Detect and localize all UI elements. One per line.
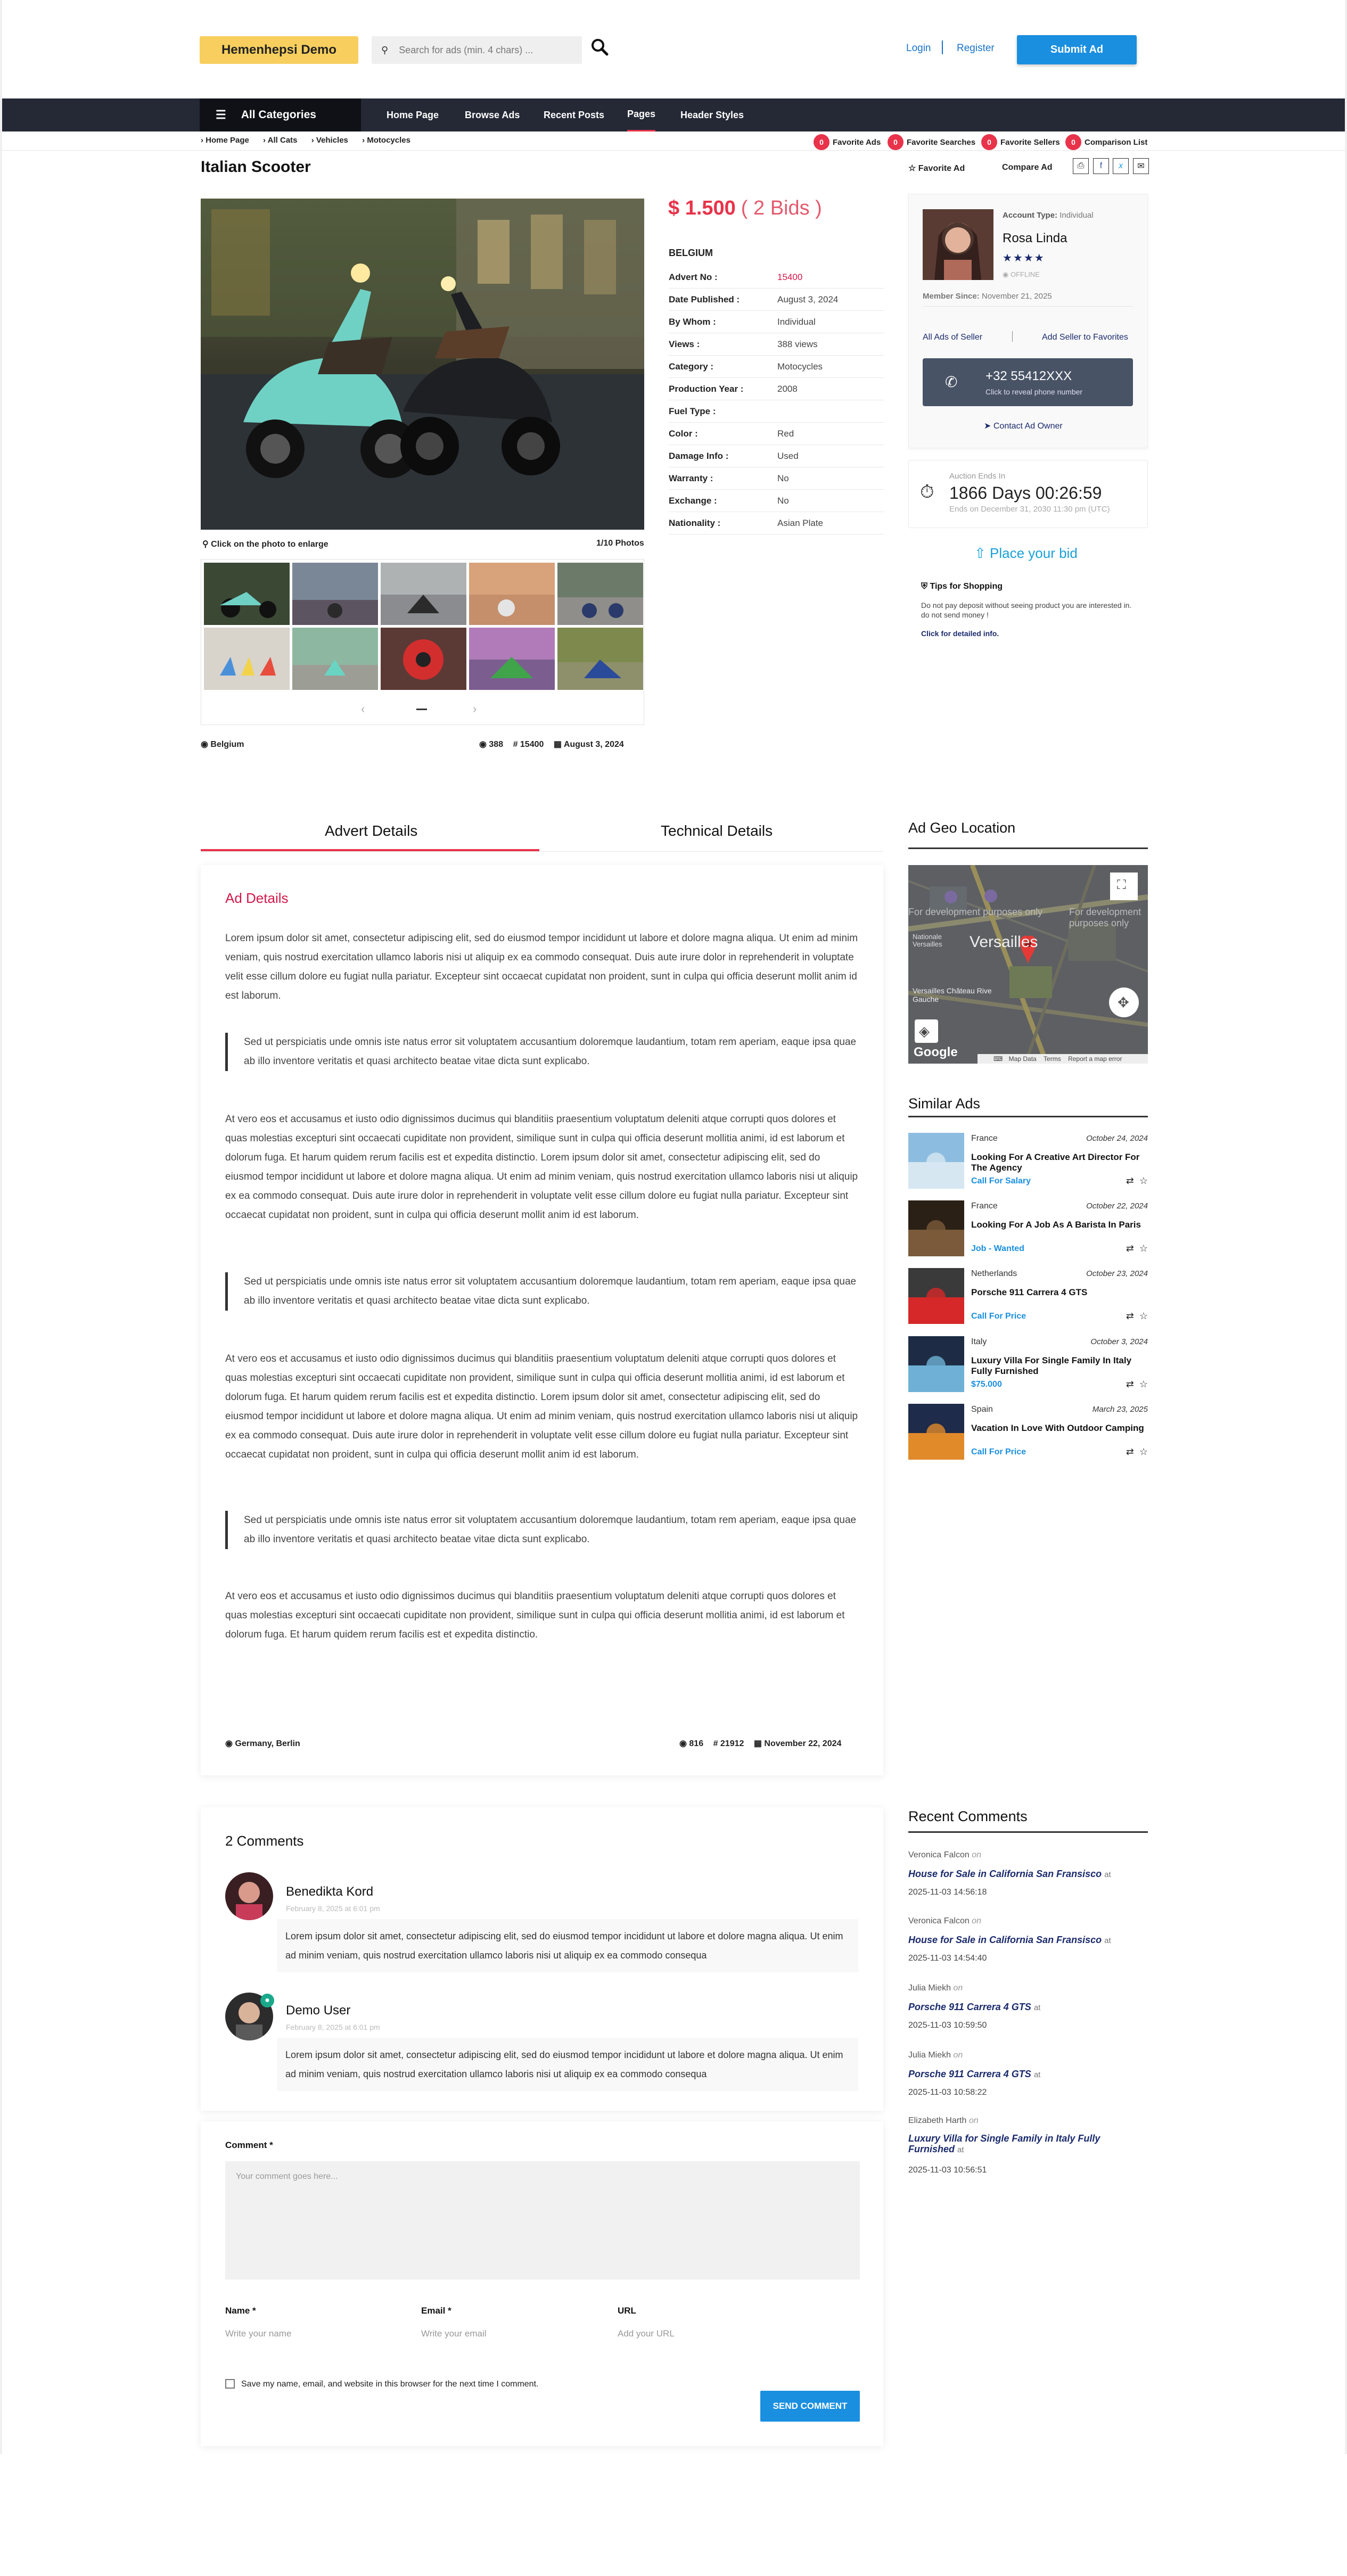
similar-ad-title[interactable]: Looking For A Job As A Barista In Paris bbox=[971, 1220, 1141, 1230]
bid-count[interactable]: ( 2 Bids ) bbox=[741, 197, 822, 219]
tips-text: Do not pay deposit without seeing product you are interested in. do not send money ! bbox=[921, 601, 1132, 619]
recent-on-text: on bbox=[972, 1916, 981, 1925]
name-label: Name * bbox=[225, 2306, 256, 2316]
recent-comment-post[interactable] bbox=[908, 2002, 1143, 2013]
thumbnail[interactable] bbox=[557, 628, 643, 690]
recent-comment-post-title[interactable]: Porsche 911 Carrera 4 GTS bbox=[908, 2002, 1031, 2012]
url-label: URL bbox=[618, 2306, 636, 2316]
thumbnail[interactable] bbox=[381, 563, 466, 625]
ad-date: November 22, 2024 bbox=[764, 1739, 842, 1748]
similar-ad-thumbnail[interactable] bbox=[908, 1336, 964, 1392]
auction-label: Auction Ends In bbox=[949, 472, 1006, 481]
paragraph: At vero eos et accusamus et iusto odio dignissimos ducimus qui blanditiis praesentium voluptatum deleniti atque corrupti quos dolores et quas molestias excepturi sint occaecati cupiditate non provident, similique sunt in culpa qui officia deserunt mollitia animi, id est laborum et dolorum fuga. Et harum quidem rerum facilis est et expedita distinctio. bbox=[225, 1591, 845, 1640]
similar-ad-country: Spain bbox=[971, 1405, 993, 1414]
similar-ad-title[interactable]: Looking For A Creative Art Director For The Agency bbox=[971, 1152, 1140, 1173]
recent-comment-user[interactable]: Julia Miekh bbox=[908, 2051, 951, 2060]
section-underline bbox=[908, 847, 1148, 849]
nav-header-styles[interactable]: Header Styles bbox=[680, 109, 744, 120]
favorite-sellers-link[interactable] bbox=[981, 134, 1060, 150]
report-error-link[interactable]: Report a map error bbox=[1068, 1055, 1122, 1063]
comment-author[interactable]: Demo User bbox=[286, 2003, 351, 2018]
detail-key: Views : bbox=[669, 339, 700, 349]
comment-author[interactable]: Benedikta Kord bbox=[286, 1884, 374, 1899]
reveal-phone-button[interactable] bbox=[923, 358, 1133, 406]
login-link[interactable]: Login bbox=[906, 43, 931, 54]
ad-details-heading: Ad Details bbox=[225, 890, 289, 906]
similar-ad-price: Call For Salary bbox=[971, 1176, 1031, 1186]
url-input[interactable]: Add your URL bbox=[618, 2328, 675, 2339]
comment-date: February 8, 2025 at 6:01 pm bbox=[286, 1904, 380, 1913]
similar-ad-item[interactable] bbox=[908, 1268, 1148, 1324]
contact-owner-label: Contact Ad Owner bbox=[993, 422, 1063, 431]
comment-placeholder: Your comment goes here... bbox=[236, 2172, 338, 2181]
breadcrumb-home[interactable]: Home Page bbox=[206, 136, 249, 145]
map-pan-icon[interactable]: ✥ bbox=[1118, 994, 1129, 1010]
recent-comment-post[interactable] bbox=[908, 1869, 1143, 1880]
similar-ad-thumbnail[interactable] bbox=[908, 1200, 964, 1256]
detail-value: August 3, 2024 bbox=[777, 294, 839, 304]
detail-row bbox=[669, 512, 884, 534]
hash-icon: # bbox=[513, 740, 520, 749]
recent-comment-date: 2025-11-03 14:56:18 bbox=[908, 1888, 987, 1897]
account-type-value: Individual bbox=[1059, 211, 1094, 220]
similar-ad-price: $75.000 bbox=[971, 1380, 1002, 1389]
submit-ad-button[interactable]: Submit Ad bbox=[1017, 35, 1137, 64]
recent-at-text: at bbox=[1104, 1936, 1111, 1945]
detail-value: 15400 bbox=[777, 271, 803, 282]
detail-key: Date Published : bbox=[669, 294, 740, 304]
facebook-icon[interactable]: f bbox=[1093, 158, 1109, 174]
add-seller-favorites-link[interactable]: Add Seller to Favorites bbox=[1042, 333, 1128, 342]
recent-comment-user[interactable]: Julia Miekh bbox=[908, 1984, 951, 1993]
tips-title bbox=[921, 582, 1003, 591]
recent-on-text: on bbox=[968, 2116, 979, 2125]
calendar-icon: ▦ bbox=[753, 1739, 765, 1748]
divider bbox=[1012, 331, 1013, 342]
recent-on-text: on bbox=[972, 1850, 981, 1859]
all-ads-of-seller-link[interactable]: All Ads of Seller bbox=[923, 333, 983, 342]
detail-row bbox=[669, 333, 884, 356]
seller-avatar[interactable] bbox=[923, 209, 993, 280]
similar-ad-date: October 3, 2024 bbox=[1090, 1337, 1148, 1346]
map-data-link[interactable]: Map Data bbox=[1008, 1055, 1037, 1063]
detail-value: Individual bbox=[777, 316, 816, 327]
paragraph: At vero eos et accusamus et iusto odio dignissimos ducimus qui blanditiis praesentium voluptatum deleniti atque corrupti quos dolores et quas molestias excepturi sint occaecati cupiditate non provident, similique sunt in culpa qui officia deserunt mollitia animi, id est laborum et dolorum fuga. Et harum quidem rerum facilis est et expedita distinctio. Lorem ipsum dolor sit amet, consectetur adipiscing elit, sed do eiusmod tempor incididunt ut labore et dolore magna aliqua. Ut enim ad minim veniam, quis nostrud exercitation ullamco laboris nisi ut aliquip ex ea commodo consequat. Duis aute irure dolor in reprehenderit in voluptate velit esse cillum dolore eu fugiat nulla pariatur. Excepteur sint occaecat cupidatat non proident, sunt in culpa qui officia deserunt mollit anim id est laborum. bbox=[225, 1114, 858, 1221]
recent-comment-user[interactable]: Veronica Falcon bbox=[908, 1850, 970, 1859]
geo-map[interactable] bbox=[908, 865, 1148, 1064]
recent-comment-post[interactable] bbox=[908, 1935, 1143, 1946]
search-input[interactable] bbox=[372, 36, 582, 64]
place-bid-label: Place your bid bbox=[990, 545, 1078, 561]
detail-row bbox=[669, 289, 884, 311]
compare-icon[interactable]: ⇄ bbox=[1126, 1379, 1134, 1389]
section-underline bbox=[908, 1116, 1148, 1117]
favorite-ad-label: Favorite Ad bbox=[918, 164, 965, 173]
ad-id: 15400 bbox=[520, 740, 544, 749]
recent-comment-user[interactable]: Veronica Falcon bbox=[908, 1916, 970, 1925]
star-icon[interactable]: ☆ bbox=[1139, 1243, 1148, 1254]
similar-ad-thumbnail[interactable] bbox=[908, 1268, 964, 1324]
location-icon: ◉ bbox=[201, 740, 211, 749]
detail-value: Asian Plate bbox=[777, 517, 823, 528]
similar-ad-item[interactable] bbox=[908, 1404, 1148, 1460]
thumbnail[interactable] bbox=[292, 563, 378, 625]
similar-ad-title[interactable]: Luxury Villa For Single Family In Italy Fully Furnished bbox=[971, 1355, 1132, 1376]
compare-icon[interactable]: ⇄ bbox=[1126, 1446, 1134, 1457]
similar-ad-title[interactable]: Porsche 911 Carrera 4 GTS bbox=[971, 1287, 1088, 1297]
recent-comment-date: 2025-11-03 14:54:40 bbox=[908, 1954, 987, 1963]
google-logo: Google bbox=[914, 1045, 958, 1059]
all-categories-label: All Categories bbox=[241, 109, 316, 121]
detail-row bbox=[669, 378, 884, 400]
email-label: Email * bbox=[421, 2306, 451, 2316]
similar-ad-date: October 22, 2024 bbox=[1086, 1201, 1148, 1211]
recent-comment-user[interactable]: Elizabeth Harth bbox=[908, 2116, 967, 2125]
count-badge: 0 bbox=[814, 134, 829, 150]
recent-comment-date: 2025-11-03 10:56:51 bbox=[908, 2166, 987, 2175]
photo-meta-location bbox=[201, 739, 244, 750]
section-underline bbox=[908, 1831, 1148, 1833]
comment-textarea[interactable] bbox=[225, 2161, 860, 2279]
similar-ad-item[interactable] bbox=[908, 1133, 1148, 1189]
similar-ad-date: October 23, 2024 bbox=[1086, 1269, 1148, 1278]
content-meta-stats bbox=[679, 1738, 841, 1749]
send-icon: ➤ bbox=[984, 422, 993, 431]
comment-label: Comment * bbox=[225, 2140, 273, 2150]
favorite-searches-link[interactable] bbox=[888, 134, 975, 150]
auction-ends: Ends on December 31, 2030 11:30 pm (UTC) bbox=[949, 505, 1110, 514]
site-logo[interactable]: Hemenhepsi Demo bbox=[200, 36, 358, 64]
member-since-label: Member Since: bbox=[923, 292, 980, 301]
detail-value: No bbox=[777, 495, 789, 506]
seller-status: ◉ OFFLINE bbox=[1003, 270, 1040, 278]
paragraph: At vero eos et accusamus et iusto odio dignissimos ducimus qui blanditiis praesentium voluptatum deleniti atque corrupti quos dolores et quas molestias excepturi sint occaecati cupiditate non provident, similique sunt in culpa qui officia deserunt mollitia animi, id est laborum et dolorum fuga. Et harum quidem rerum facilis est et expedita distinctio. Lorem ipsum dolor sit amet, consectetur adipiscing elit, sed do eiusmod tempor incididunt ut labore et dolore magna aliqua. Ut enim ad minim veniam, quis nostrud exercitation ullamco laboris nisi ut aliquip ex ea commodo consequat. Duis aute irure dolor in reprehenderit in voluptate velit esse cillum dolore eu fugiat nulla pariatur. Excepteur sint occaecat cupidatat non proident, sunt in culpa qui officia deserunt mollit anim id est laborum. bbox=[225, 1353, 858, 1460]
search-icon: ⚲ bbox=[381, 44, 389, 55]
similar-ad-thumbnail[interactable] bbox=[908, 1133, 964, 1189]
ad-date: August 3, 2024 bbox=[563, 740, 624, 749]
recent-comments-title: Recent Comments bbox=[908, 1808, 1028, 1824]
detail-key: Fuel Type : bbox=[669, 406, 716, 416]
count-badge: 0 bbox=[888, 134, 904, 150]
comparison-list-link[interactable] bbox=[1065, 134, 1147, 150]
comment-text: Lorem ipsum dolor sit amet, consectetur adipiscing elit, sed do eiusmod tempor incididunt ut labore et dolore magna aliqua. Ut enim ad minim veniam, quis nostrud exercitation ullamco laboris nisi ut aliquip ex ea commodo consequa bbox=[277, 2038, 858, 2091]
similar-ad-actions bbox=[1126, 1243, 1148, 1254]
similar-ad-country: Italy bbox=[971, 1337, 987, 1346]
compare-icon[interactable]: ⇄ bbox=[1126, 1243, 1134, 1254]
star-icon: ☆ bbox=[908, 164, 918, 173]
register-link[interactable]: Register bbox=[957, 43, 995, 54]
detail-key: Advert No : bbox=[669, 271, 718, 282]
thumbnail[interactable] bbox=[204, 628, 290, 690]
enlarge-hint-text: Click on the photo to enlarge bbox=[211, 540, 328, 549]
detail-key: Damage Info : bbox=[669, 450, 729, 461]
star-icon[interactable]: ☆ bbox=[1139, 1446, 1148, 1457]
search-placeholder: Search for ads (min. 4 chars) ... bbox=[399, 44, 533, 55]
menu-icon: ☰ bbox=[216, 108, 226, 121]
fullscreen-icon[interactable]: ⛶ bbox=[1117, 878, 1126, 892]
location-text: Belgium bbox=[210, 740, 244, 749]
detail-row bbox=[669, 423, 884, 445]
seller-name[interactable]: Rosa Linda bbox=[1003, 231, 1067, 245]
similar-ad-actions bbox=[1126, 1311, 1148, 1322]
detail-value: 388 views bbox=[777, 339, 818, 349]
map-place-label: Versailles Château Rive Gauche bbox=[913, 986, 992, 1003]
detail-value: Motocycles bbox=[777, 361, 823, 372]
detail-value: Used bbox=[777, 450, 799, 461]
email-icon[interactable]: ✉ bbox=[1133, 158, 1149, 174]
tab-advert-details[interactable]: Advert Details bbox=[325, 822, 418, 839]
comment-text: Lorem ipsum dolor sit amet, consectetur adipiscing elit, sed do eiusmod tempor incididunt ut labore et dolore magna aliqua. Ut enim ad minim veniam, quis nostrud exercitation ullamco laboris nisi ut aliquip ex ea commodo consequa bbox=[277, 1919, 858, 1972]
similar-ad-country: France bbox=[971, 1201, 998, 1211]
seller-rating-stars: ★★★★ bbox=[1003, 252, 1045, 264]
thumbnail[interactable] bbox=[292, 628, 378, 690]
similar-ad-date: October 24, 2024 bbox=[1086, 1134, 1148, 1143]
recent-on-text: on bbox=[953, 2051, 963, 2060]
count-badge: 0 bbox=[1065, 134, 1081, 150]
ad-title: Italian Scooter bbox=[201, 158, 311, 176]
name-input[interactable]: Write your name bbox=[225, 2328, 292, 2339]
tips-title-text: Tips for Shopping bbox=[930, 582, 1003, 591]
similar-ads-title: Similar Ads bbox=[908, 1096, 981, 1112]
detail-value: Red bbox=[777, 428, 794, 439]
send-comment-button[interactable]: SEND COMMENT bbox=[760, 2391, 860, 2422]
star-icon[interactable]: ☆ bbox=[1139, 1379, 1148, 1389]
auction-countdown: 1866 Days 00:26:59 bbox=[949, 483, 1102, 503]
similar-ad-actions bbox=[1126, 1175, 1148, 1187]
tab-baseline bbox=[201, 851, 883, 852]
location-text: Germany, Berlin bbox=[235, 1739, 300, 1748]
stopwatch-icon: ⏱ bbox=[920, 482, 934, 502]
chevron-right-icon: › bbox=[201, 136, 206, 145]
map-footer bbox=[993, 1055, 1122, 1063]
comment-date: February 8, 2025 at 6:01 pm bbox=[286, 2023, 380, 2031]
tips-link[interactable]: Click for detailed info. bbox=[921, 629, 999, 638]
main-photo[interactable] bbox=[201, 199, 644, 530]
place-bid-button[interactable] bbox=[974, 545, 1078, 562]
recent-comment-author bbox=[908, 1916, 981, 1926]
star-icon[interactable]: ☆ bbox=[1139, 1175, 1148, 1186]
twitter-icon[interactable]: 𝑥 bbox=[1113, 158, 1129, 174]
eye-icon: ◉ bbox=[679, 1739, 689, 1748]
recent-comment-post[interactable] bbox=[908, 2069, 1143, 2080]
favorite-ads-label: Favorite Ads bbox=[833, 137, 881, 147]
similar-ad-price: Call For Price bbox=[971, 1312, 1026, 1321]
divider bbox=[923, 306, 1133, 307]
detail-key: By Whom : bbox=[669, 316, 716, 327]
map-dev-notice: For development purposes only bbox=[908, 907, 1043, 917]
similar-ad-country: Netherlands bbox=[971, 1269, 1017, 1278]
location-icon: ◉ bbox=[225, 1739, 235, 1748]
member-since bbox=[923, 292, 1052, 301]
photo-meta-stats bbox=[479, 739, 624, 750]
recent-comment-author bbox=[908, 2051, 963, 2060]
map-city-label: Versailles bbox=[970, 933, 1038, 951]
enlarge-hint bbox=[202, 539, 328, 549]
account-type bbox=[1003, 211, 1094, 220]
similar-ad-price: Call For Price bbox=[971, 1447, 1026, 1456]
prev-arrow-icon[interactable]: ‹ bbox=[361, 702, 365, 715]
recent-comment-post-title[interactable]: House for Sale in California San Fransisco bbox=[908, 1869, 1102, 1879]
detail-value: 2008 bbox=[777, 383, 798, 394]
detail-key: Production Year : bbox=[669, 383, 744, 394]
slider-indicator[interactable] bbox=[416, 709, 427, 710]
recent-comment-author bbox=[908, 1984, 963, 1993]
seller-status-text: OFFLINE bbox=[1010, 270, 1040, 278]
all-categories-button[interactable] bbox=[200, 98, 361, 131]
map-dev-notice: For development purposes only bbox=[1069, 907, 1141, 928]
detail-key: Nationality : bbox=[669, 517, 721, 528]
breadcrumb-allcats[interactable]: All Cats bbox=[267, 136, 298, 145]
recent-on-text: on bbox=[953, 1984, 963, 1993]
chevron-right-icon: › bbox=[311, 136, 316, 145]
compare-ad-button[interactable]: Compare Ad bbox=[1002, 163, 1053, 172]
breadcrumb bbox=[201, 136, 410, 145]
email-input[interactable]: Write your email bbox=[421, 2328, 487, 2339]
detail-row bbox=[669, 266, 884, 289]
recent-at-text: at bbox=[1033, 2070, 1041, 2079]
detail-row bbox=[669, 400, 884, 423]
arrow-up-icon: ⇧ bbox=[974, 545, 990, 561]
tab-technical-details[interactable]: Technical Details bbox=[661, 822, 773, 839]
calendar-icon: ▦ bbox=[553, 740, 564, 749]
recent-at-text: at bbox=[957, 2145, 964, 2154]
detail-value: No bbox=[777, 473, 789, 483]
blockquote: Sed ut perspiciatis unde omnis iste natus error sit voluptatem accusantium doloremque laudantium, totam rem aperiam, eaque ipsa quae ab illo inventore veritatis et quasi architecto beatae vitae dicta sunt explicabo. bbox=[225, 1272, 859, 1311]
favorite-ad-button[interactable] bbox=[908, 163, 965, 174]
street-view-icon[interactable]: ◈ bbox=[919, 1023, 930, 1039]
recent-comment-post-title[interactable]: Porsche 911 Carrera 4 GTS bbox=[908, 2069, 1031, 2079]
recent-comment-date: 2025-11-03 10:58:22 bbox=[908, 2088, 987, 2097]
blockquote: Sed ut perspiciatis unde omnis iste natus error sit voluptatem accusantium doloremque laudantium, totam rem aperiam, eaque ipsa quae ab illo inventore veritatis et quasi architecto beatae vitae dicta sunt explicabo. bbox=[225, 1511, 859, 1549]
compare-icon[interactable]: ⇄ bbox=[1126, 1175, 1134, 1186]
similar-ad-country: France bbox=[971, 1134, 998, 1143]
similar-ad-actions bbox=[1126, 1446, 1148, 1458]
zoom-icon: ⚲ bbox=[202, 540, 211, 549]
shield-icon: ⛨ bbox=[921, 582, 930, 591]
nav-browse-ads[interactable]: Browse Ads bbox=[465, 109, 520, 120]
eye-icon: ◉ bbox=[479, 740, 489, 749]
thumbnail[interactable] bbox=[557, 563, 643, 625]
recent-comment-post-title[interactable]: House for Sale in California San Fransisco bbox=[908, 1935, 1102, 1945]
recent-at-text: at bbox=[1104, 1870, 1111, 1879]
account-type-label: Account Type: bbox=[1003, 211, 1058, 220]
phone-hint: Click to reveal phone number bbox=[985, 388, 1083, 396]
similar-ad-price: Job - Wanted bbox=[971, 1244, 1024, 1253]
detail-key: Warranty : bbox=[669, 473, 713, 483]
print-icon[interactable]: ⎙ bbox=[1073, 158, 1089, 174]
star-icon[interactable]: ☆ bbox=[1139, 1311, 1148, 1321]
thumbnail[interactable] bbox=[469, 628, 555, 690]
recent-comment-date: 2025-11-03 10:59:50 bbox=[908, 2021, 987, 2030]
favorite-ads-link[interactable] bbox=[814, 134, 881, 150]
phone-number: +32 55412XXX bbox=[985, 369, 1072, 383]
next-arrow-icon[interactable]: › bbox=[473, 702, 477, 715]
favorite-sellers-label: Favorite Sellers bbox=[1000, 137, 1060, 147]
content-meta-location bbox=[225, 1738, 300, 1749]
photo-count: 1/10 Photos bbox=[596, 539, 644, 548]
nav-home[interactable]: Home Page bbox=[387, 109, 439, 120]
similar-ad-item[interactable] bbox=[908, 1336, 1148, 1392]
nav-pages[interactable]: Pages bbox=[627, 98, 655, 131]
breadcrumb-motocycles[interactable]: Motocycles bbox=[367, 136, 410, 145]
admin-badge-icon: ● bbox=[260, 1994, 274, 2007]
detail-row bbox=[669, 445, 884, 467]
thumbnail[interactable] bbox=[204, 563, 290, 625]
similar-ad-thumbnail[interactable] bbox=[908, 1404, 964, 1460]
thumbnail[interactable] bbox=[469, 563, 555, 625]
detail-key: Color : bbox=[669, 428, 698, 439]
detail-key: Exchange : bbox=[669, 495, 717, 506]
recent-comment-author bbox=[908, 1850, 981, 1860]
hash-icon: # bbox=[713, 1739, 720, 1748]
similar-ad-date: March 23, 2025 bbox=[1092, 1405, 1148, 1414]
count-badge: 0 bbox=[981, 134, 997, 150]
chevron-right-icon: › bbox=[362, 136, 367, 145]
ad-id: 21912 bbox=[720, 1739, 744, 1748]
phone-icon: ✆ bbox=[945, 374, 958, 390]
ad-price bbox=[668, 197, 822, 220]
price-value: $ 1.500 bbox=[668, 197, 736, 219]
nav-recent-posts[interactable]: Recent Posts bbox=[544, 109, 605, 120]
active-tab-indicator bbox=[201, 849, 539, 851]
map-title: Ad Geo Location bbox=[908, 820, 1016, 836]
similar-ad-title[interactable]: Vacation In Love With Outdoor Camping bbox=[971, 1423, 1144, 1433]
save-info-checkbox[interactable] bbox=[225, 2379, 235, 2389]
recent-comment-post[interactable] bbox=[908, 2133, 1143, 2155]
similar-ad-item[interactable] bbox=[908, 1200, 1148, 1256]
detail-row bbox=[669, 311, 884, 333]
comparison-list-label: Comparison List bbox=[1085, 137, 1148, 147]
compare-icon[interactable]: ⇄ bbox=[1126, 1311, 1134, 1321]
breadcrumb-vehicles[interactable]: Vehicles bbox=[316, 136, 348, 145]
keyboard-icon[interactable]: ⌨ bbox=[993, 1055, 1003, 1063]
similar-ad-actions bbox=[1126, 1379, 1148, 1390]
blockquote: Sed ut perspiciatis unde omnis iste natus error sit voluptatem accusantium doloremque laudantium, totam rem aperiam, eaque ipsa quae ab illo inventore veritatis et quasi architecto beatae vitae dicta sunt explicabo. bbox=[225, 1033, 859, 1071]
views-count: 388 bbox=[489, 740, 504, 749]
detail-row bbox=[669, 356, 884, 378]
favorite-searches-label: Favorite Searches bbox=[907, 137, 976, 147]
contact-owner-link[interactable] bbox=[984, 421, 1063, 431]
map-place-label: Nationale Versailles bbox=[913, 933, 942, 948]
member-since-value: November 21, 2025 bbox=[981, 292, 1052, 301]
comments-title: 2 Comments bbox=[225, 1833, 304, 1849]
save-info-label: Save my name, email, and website in this browser for the next time I comment. bbox=[241, 2380, 539, 2389]
terms-link[interactable]: Terms bbox=[1044, 1055, 1061, 1063]
recent-comment-post-title[interactable]: Luxury Villa for Single Family in Italy Fully Furnished bbox=[908, 2133, 1100, 2154]
ad-country: BELGIUM bbox=[669, 248, 713, 258]
paragraph: Lorem ipsum dolor sit amet, consectetur adipiscing elit, sed do eiusmod tempor incididunt ut labore et dolore magna aliqua. Ut enim ad minim veniam, quis nostrud exercitation ullamco laboris nisi ut aliquip ex ea commodo consequat. Duis aute irure dolor in reprehenderit in voluptate velit esse cillum dolore eu fugiat nulla pariatur. Excepteur sint occaecat cupidatat non proident, sunt in culpa qui officia deserunt mollit anim id est laborum. bbox=[225, 933, 858, 1001]
detail-key: Category : bbox=[669, 361, 714, 372]
detail-row bbox=[669, 490, 884, 512]
views-count: 816 bbox=[689, 1739, 704, 1748]
recent-at-text: at bbox=[1033, 2003, 1041, 2012]
avatar[interactable] bbox=[225, 1872, 273, 1920]
divider bbox=[942, 40, 943, 54]
thumbnail-gallery bbox=[201, 559, 644, 725]
detail-row bbox=[669, 467, 884, 490]
thumbnail[interactable] bbox=[381, 628, 466, 690]
search-button-icon[interactable] bbox=[590, 37, 609, 61]
recent-comment-author bbox=[908, 2116, 979, 2126]
chevron-right-icon: › bbox=[263, 136, 268, 145]
